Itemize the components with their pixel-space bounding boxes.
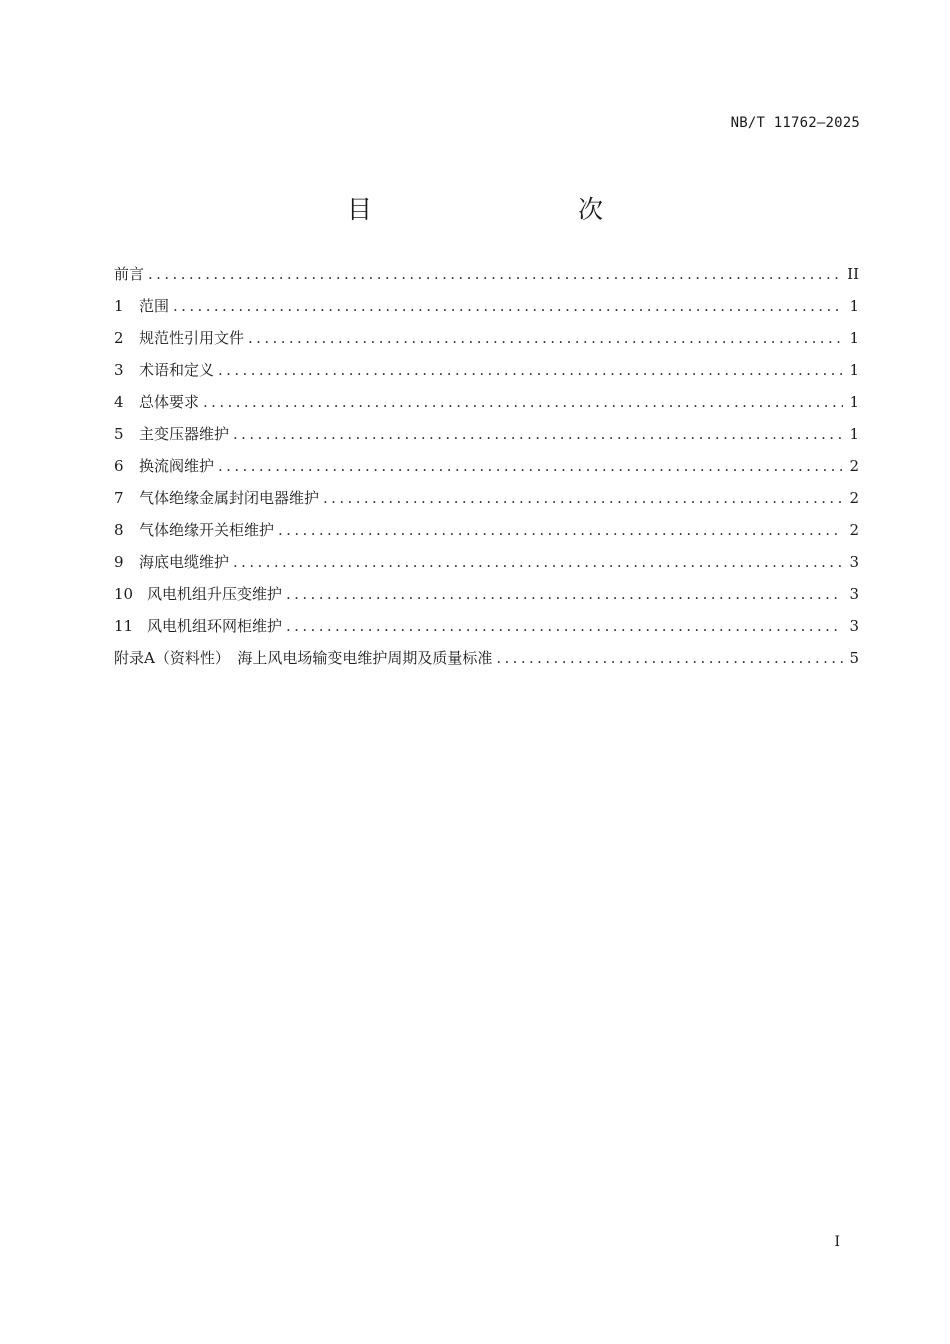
toc-entry-10[interactable] bbox=[114, 578, 859, 610]
toc-entry-2[interactable] bbox=[114, 322, 859, 354]
toc-leader-dots bbox=[496, 642, 843, 674]
document-code: NB/T 11762—2025 bbox=[730, 115, 860, 131]
toc-entry-page: 3 bbox=[849, 553, 859, 571]
toc-entry-5[interactable] bbox=[114, 418, 859, 450]
toc-entry-number: 6 bbox=[114, 457, 124, 475]
toc-entry-page: 1 bbox=[849, 297, 859, 315]
toc-entry-label: 附录A（资料性） 海上风电场输变电维护周期及质量标准 bbox=[114, 649, 493, 667]
toc-entry-label: 前言 bbox=[114, 265, 145, 283]
table-of-contents bbox=[114, 258, 859, 674]
toc-entry-4[interactable] bbox=[114, 386, 859, 418]
toc-entry-page: 1 bbox=[849, 329, 859, 347]
toc-entry-number: 2 bbox=[114, 329, 124, 347]
toc-entry-label: 气体绝缘金属封闭电器维护 bbox=[139, 489, 320, 507]
toc-entry-page: 5 bbox=[849, 649, 859, 667]
toc-entry-label: 海底电缆维护 bbox=[139, 553, 230, 571]
toc-entry-number: 9 bbox=[114, 553, 124, 571]
toc-leader-dots bbox=[233, 546, 843, 578]
toc-entry-label: 规范性引用文件 bbox=[139, 329, 245, 347]
toc-entry-1[interactable] bbox=[114, 290, 859, 322]
toc-entry-page: 1 bbox=[849, 425, 859, 443]
toc-entry-foreword[interactable] bbox=[114, 258, 859, 290]
toc-entry-number: 3 bbox=[114, 361, 124, 379]
toc-entry-number: 11 bbox=[114, 617, 134, 635]
page-number: I bbox=[834, 1234, 840, 1250]
toc-entry-8[interactable] bbox=[114, 514, 859, 546]
toc-entry-9[interactable] bbox=[114, 546, 859, 578]
toc-entry-page: II bbox=[847, 265, 859, 283]
toc-entry-number: 8 bbox=[114, 521, 124, 539]
toc-entry-page: 1 bbox=[849, 393, 859, 411]
toc-entry-7[interactable] bbox=[114, 482, 859, 514]
toc-entry-11[interactable] bbox=[114, 610, 859, 642]
toc-entry-number: 10 bbox=[114, 585, 134, 603]
toc-entry-page: 1 bbox=[849, 361, 859, 379]
toc-entry-page: 2 bbox=[849, 457, 859, 475]
toc-leader-dots bbox=[233, 418, 843, 450]
toc-entry-number: 4 bbox=[114, 393, 124, 411]
toc-entry-6[interactable] bbox=[114, 450, 859, 482]
toc-entry-label: 主变压器维护 bbox=[139, 425, 230, 443]
toc-leader-dots bbox=[218, 354, 843, 386]
toc-entry-label: 范围 bbox=[139, 297, 170, 315]
page-title: 目 次 bbox=[346, 195, 655, 224]
toc-leader-dots bbox=[286, 578, 843, 610]
toc-entry-label: 气体绝缘开关柜维护 bbox=[139, 521, 275, 539]
toc-entry-label: 术语和定义 bbox=[139, 361, 215, 379]
toc-leader-dots bbox=[323, 482, 843, 514]
toc-entry-number: 5 bbox=[114, 425, 124, 443]
toc-entry-number: 1 bbox=[114, 297, 124, 315]
toc-leader-dots bbox=[248, 322, 843, 354]
toc-entry-label: 总体要求 bbox=[139, 393, 200, 411]
toc-entry-number: 7 bbox=[114, 489, 124, 507]
toc-entry-label: 换流阀维护 bbox=[139, 457, 215, 475]
toc-entry-label: 风电机组升压变维护 bbox=[147, 585, 283, 603]
toc-entry-page: 2 bbox=[849, 521, 859, 539]
toc-entry-page: 2 bbox=[849, 489, 859, 507]
toc-leader-dots bbox=[173, 290, 843, 322]
toc-leader-dots bbox=[148, 258, 841, 290]
toc-leader-dots bbox=[278, 514, 843, 546]
toc-entry-label: 风电机组环网柜维护 bbox=[147, 617, 283, 635]
toc-entry-3[interactable] bbox=[114, 354, 859, 386]
toc-leader-dots bbox=[218, 450, 843, 482]
toc-leader-dots bbox=[286, 610, 843, 642]
toc-leader-dots bbox=[203, 386, 843, 418]
toc-entry-page: 3 bbox=[849, 585, 859, 603]
toc-entry-page: 3 bbox=[849, 617, 859, 635]
toc-entry-appendix-a[interactable] bbox=[114, 642, 859, 674]
